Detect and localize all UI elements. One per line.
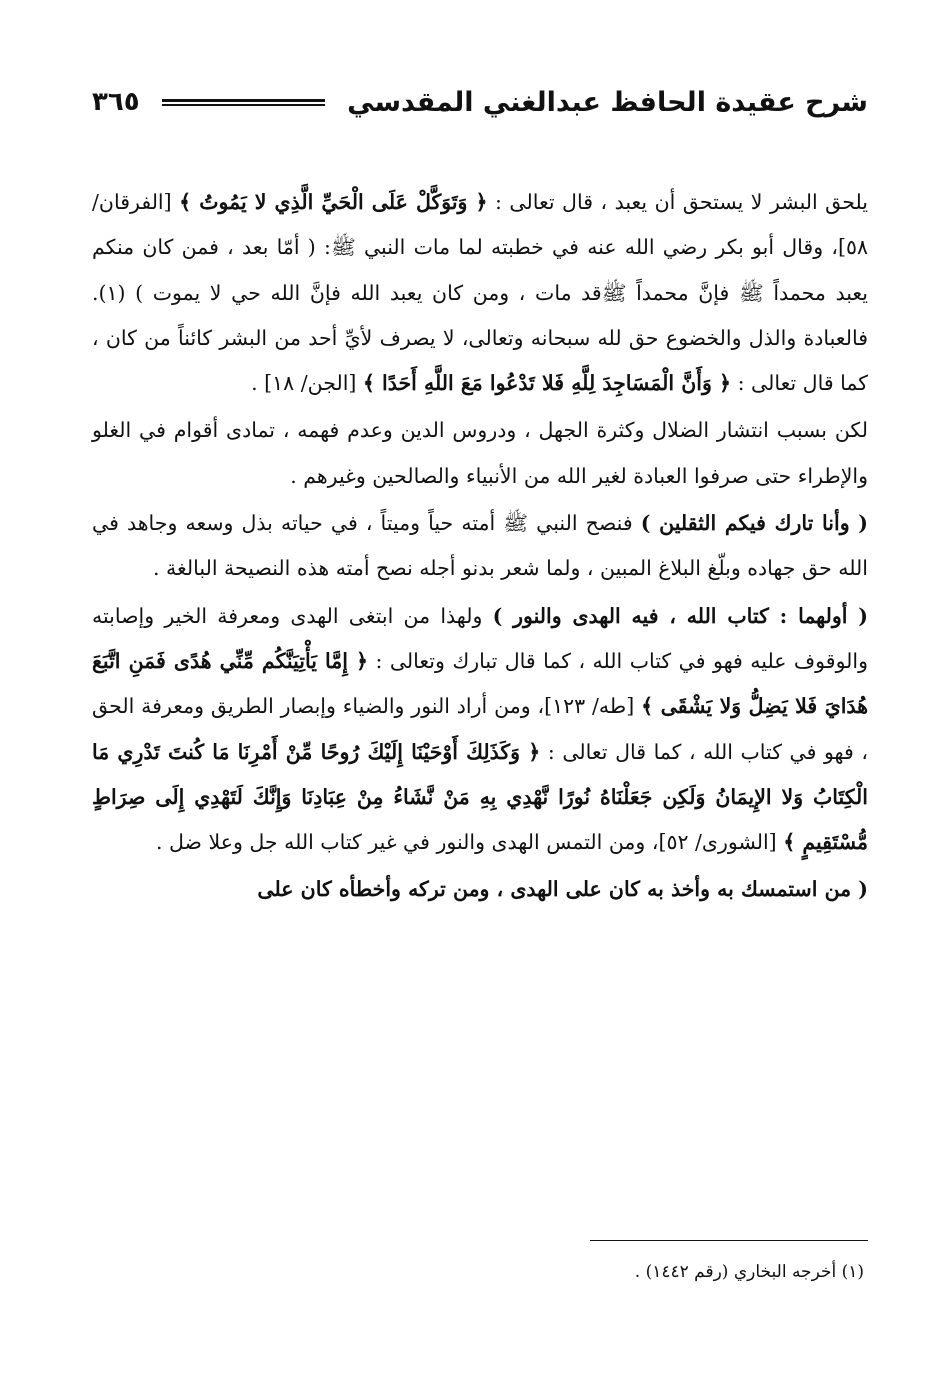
text-run: [الجن/ ١٨] . bbox=[251, 371, 363, 396]
footnote-divider bbox=[590, 1240, 868, 1241]
text-run: فنصح النبي ﷺ أمته حياً وميتاً ، في حياته بذل وسعه وجاهد في الله حق جهاده وبلّغ البلاغ المبين ، ولما شعر بدنو أجله نصح أمته هذه النصيحة البالغة . bbox=[92, 511, 868, 581]
text-run: ولهذا من ابتغى الهدى ومعرفة الخير وإصابته والوقوف عليه فهو في كتاب الله ، كما قال تبارك وتعالى : bbox=[92, 603, 869, 673]
page-header bbox=[92, 78, 868, 126]
text-run: [الشورى/ ٥٢]، ومن التمس الهدى والنور في غير كتاب الله جل وعلا ضل . bbox=[156, 830, 784, 855]
hadith-quote: ( وأنا تارك فيكم الثقلين ) bbox=[640, 511, 869, 536]
header-divider bbox=[162, 99, 326, 106]
paragraph bbox=[92, 594, 868, 866]
text-run: يلحق البشر لا يستحق أن يعبد ، قال تعالى : bbox=[487, 190, 868, 214]
quran-verse: ﴿ وَكَذَلِكَ أَوْحَيْنَا إِلَيْكَ رُوحًا مِّنْ أَمْرِنَا مَا كُنتَ تَدْرِي مَا الْكِتَابُ وَلا الإِيمَانُ وَلَكِن جَعَلْنَاهُ نُورًا نَّهْدِي بِهِ مَنْ نَّشَاءُ مِنْ عِبَادِنَا وَإِنَّكَ لَتَهْدِي إِلَى صِرَاطٍ مُّسْتَقِيمٍ ﴾ bbox=[92, 739, 868, 855]
footnote: (١) أخرجه البخاري (رقم ١٤٤٢) . bbox=[634, 1262, 864, 1282]
paragraph bbox=[92, 408, 868, 499]
quran-verse: ﴿ إِمَّا يَأْتِيَنَّكُم مِّنِّي هُدًى فَمَنِ اتَّبَعَ هُدَايَ فَلا يَضِلُّ وَلا يَشْقَى ﴾ bbox=[92, 648, 869, 719]
book-title: شرح عقيدة الحافظ عبدالغني المقدسي bbox=[347, 86, 868, 118]
paragraph bbox=[92, 180, 868, 406]
page-number: ٣٦٥ bbox=[92, 87, 140, 117]
text-run: [الفرقان/ ٥٨]، وقال أبو بكر رضي الله عنه في خطبته لما مات النبي ﷺ: ( أمّا بعد ، فمن كان منكم يعبد محمداً ﷺ فإنَّ محمداً ﷺقد مات ، ومن كان يعبد الله فإنَّ الله حي لا يموت ) (١). فالعبادة والذل والخضوع حق لله سبحانه وتعالى، لا يصرف لأيِّ أحد من البشر كائناً من كان ، كما قال تعالى : bbox=[92, 190, 868, 396]
main-text bbox=[92, 180, 868, 915]
paragraph bbox=[92, 501, 868, 592]
hadith-quote: ( من استمسك به وأخذ به كان على الهدى ، ومن تركه وأخطأه كان على bbox=[257, 877, 868, 902]
text-run: [طه/ ١٢٣]، ومن أراد النور والضياء وإبصار الطريق ومعرفة الحق ، فهو في كتاب الله ، كما قال تعالى : bbox=[92, 694, 868, 764]
hadith-quote: ( أولهما : كتاب الله ، فيه الهدى والنور ) bbox=[492, 603, 868, 628]
quran-verse: ﴿ وَتَوَكَّلْ عَلَى الْحَيِّ الَّذِي لا يَمُوتُ ﴾ bbox=[179, 190, 488, 214]
quran-verse: ﴿ وَأَنَّ الْمَسَاجِدَ لِلَّهِ فَلا تَدْعُوا مَعَ اللَّهِ أَحَدًا ﴾ bbox=[362, 371, 732, 396]
text-run: لكن بسبب انتشار الضلال وكثرة الجهل ، ودروس الدين وعدم فهمه ، تمادى أقوام في الغلو والإطراء حتى صرفوا العبادة لغير الله من الأنبياء والصالحين وغيرهم . bbox=[92, 418, 868, 488]
paragraph bbox=[92, 867, 868, 912]
